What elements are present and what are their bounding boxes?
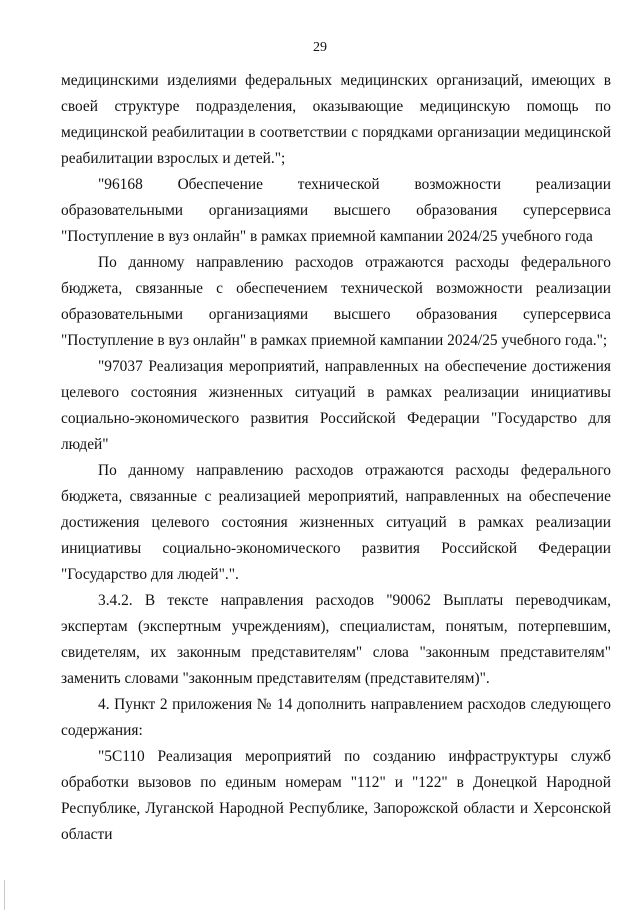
page-number: 29 [313,40,327,55]
paragraph-97037-title: "97037 Реализация мероприятий, направленных на обеспечение достижения целевого состояния жизненных ситуаций в рамках реализации инициативы социально-экономического развития Российской Федерации "Государство для людей" [61,358,611,453]
paragraph-4: 4. Пункт 2 приложения № 14 дополнить направлением расходов следующего содержания: [61,696,611,739]
paragraph-5c110-title: "5С110 Реализация мероприятий по созданию инфраструктуры служб обработки вызовов по единым номерам "112" и "122" в Донецкой Народной Республике, Луганской Народной Республике, Запорожской области и Херсонской области [61,748,611,843]
paragraph-96168-title: "96168 Обеспечение технической возможности реализации образовательными организациями высшего образования суперсервиса "Поступление в вуз онлайн" в рамках приемной кампании 2024/25 учебного года [61,176,611,245]
paragraph-3-4-2: 3.4.2. В тексте направления расходов "90062 Выплаты переводчикам, экспертам (экспертным учреждениям), специалистам, понятым, потерпевшим, свидетелям, их законным представителям" слова "законным представителям" заменить словами "законным представителям (представителям)". [61,592,611,687]
paragraph-continuation: медицинскими изделиями федеральных медицинских организаций, имеющих в своей структуре подразделения, оказывающие медицинскую помощь по медицинской реабилитации в соответствии с порядками организации медицинской реабилитации взрослых и детей."; [61,72,611,167]
paragraph-96168-description: По данному направлению расходов отражаются расходы федерального бюджета, связанные с обеспечением технической возможности реализации образовательными организациями высшего образования суперсервиса "Поступление в вуз онлайн" в рамках приемной кампании 2024/25 учебного года."; [61,254,611,349]
paragraph-97037-description: По данному направлению расходов отражаются расходы федерального бюджета, связанные с реализацией мероприятий, направленных на обеспечение достижения целевого состояния жизненных ситуаций в рамках реализации инициативы социально-экономического развития Российской Федерации "Государство для людей".". [61,462,611,583]
scan-edge-mark [4,880,5,910]
document-body [61,68,611,848]
